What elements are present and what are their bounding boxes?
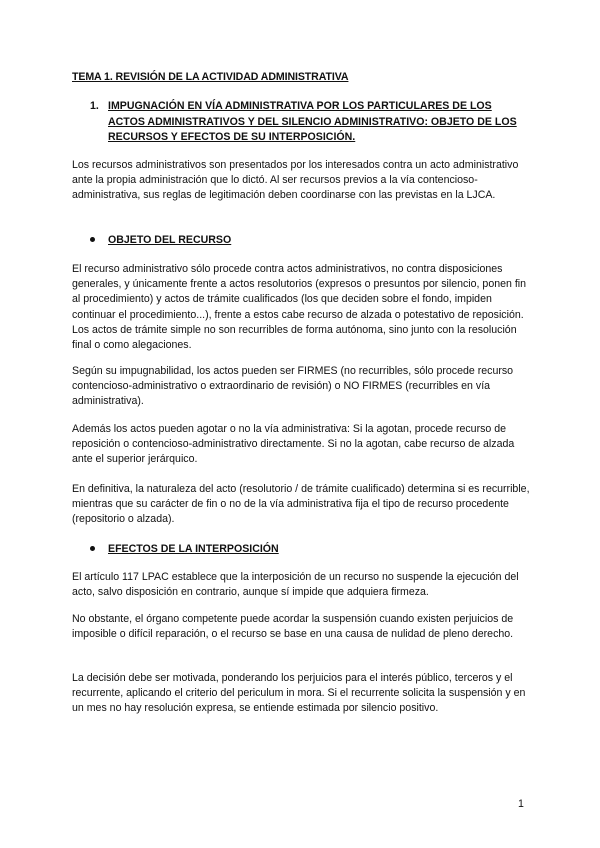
section-number: 1. — [90, 100, 99, 112]
objeto-paragraph-4: En definitiva, la naturaleza del acto (resolutorio / de trámite cualificado) determina si es recurrible, mientras que su carácter de fin o no de la vía administrativa fija el tipo de recurso procedente (repositorio o alzada). — [72, 483, 530, 526]
bullet-icon — [90, 237, 95, 242]
objeto-paragraph-3: Además los actos pueden agotar o no la vía administrativa: Si la agotan, procede recurso de reposición o contencioso-administrativo directamente. Si no la agotan, cabe recurso de alzada ante el superior jerárquico. — [72, 423, 515, 466]
subheading-efectos — [90, 542, 279, 556]
efectos-paragraph-3: La decisión debe ser motivada, ponderando los perjuicios para el interés público, terceros y el recurrente, aplicando el criterio del periculum in mora. Si el recurrente solicita la suspensión y en un mes no hay resolución expresa, se entiende estimada por silencio positivo. — [72, 672, 526, 715]
objeto-paragraph-1: El recurso administrativo sólo procede contra actos administrativos, no contra disposiciones generales, y únicamente frente a actos resolutorios (expresos o presuntos por silencio, ponen fin al procedimiento) y actos de trámite cualificados (los que deciden sobre el fondo, impiden continuar el procedimiento...), frente a estos cabe recurso de alzada o potestativo de reposición. Los actos de trámite simple no son recurribles de forma autónoma, sino junto con la resolución final o como alegaciones. — [72, 263, 527, 352]
intro-paragraph: Los recursos administrativos son presentados por los interesados contra un acto administrativo ante la propia administración que lo dictó. Al ser recursos previos a la vía contencioso-administrativa, sus reglas de legitimación deben coordinarse con las previstas en la LJCA. — [72, 159, 519, 202]
subheading-efectos-label: EFECTOS DE LA INTERPOSICIÓN — [108, 543, 279, 555]
subheading-objeto-label: OBJETO DEL RECURSO — [108, 234, 232, 246]
section-heading-text: IMPUGNACIÓN EN VÍA ADMINISTRATIVA POR LOS PARTICULARES DE LOS ACTOS ADMINISTRATIVOS Y DEL SILENCIO ADMINISTRATIVO: OBJETO DE LOS RECURSOS Y EFECTOS DE SU INTERPOSICIÓN. — [108, 100, 517, 143]
document-title: TEMA 1. REVISIÓN DE LA ACTIVIDAD ADMINISTRATIVA — [72, 71, 349, 83]
efectos-paragraph-1: El artículo 117 LPAC establece que la interposición de un recurso no suspende la ejecución del acto, salvo disposición en contrario, aunque sí impide que adquiera firmeza. — [72, 571, 519, 599]
page-number: 1 — [518, 798, 524, 810]
efectos-paragraph-2: No obstante, el órgano competente puede acordar la suspensión cuando existen perjuicios de imposible o difícil reparación, o el recurso se base en una causa de nulidad de pleno derecho. — [72, 613, 514, 641]
bullet-icon — [90, 546, 95, 551]
section-heading-1 — [90, 99, 530, 146]
objeto-paragraph-2: Según su impugnabilidad, los actos pueden ser FIRMES (no recurribles, sólo procede recurso contencioso-administrativo o extraordinario de revisión) o NO FIRMES (recurribles en vía administrativa). — [72, 365, 514, 408]
subheading-objeto — [90, 233, 231, 247]
